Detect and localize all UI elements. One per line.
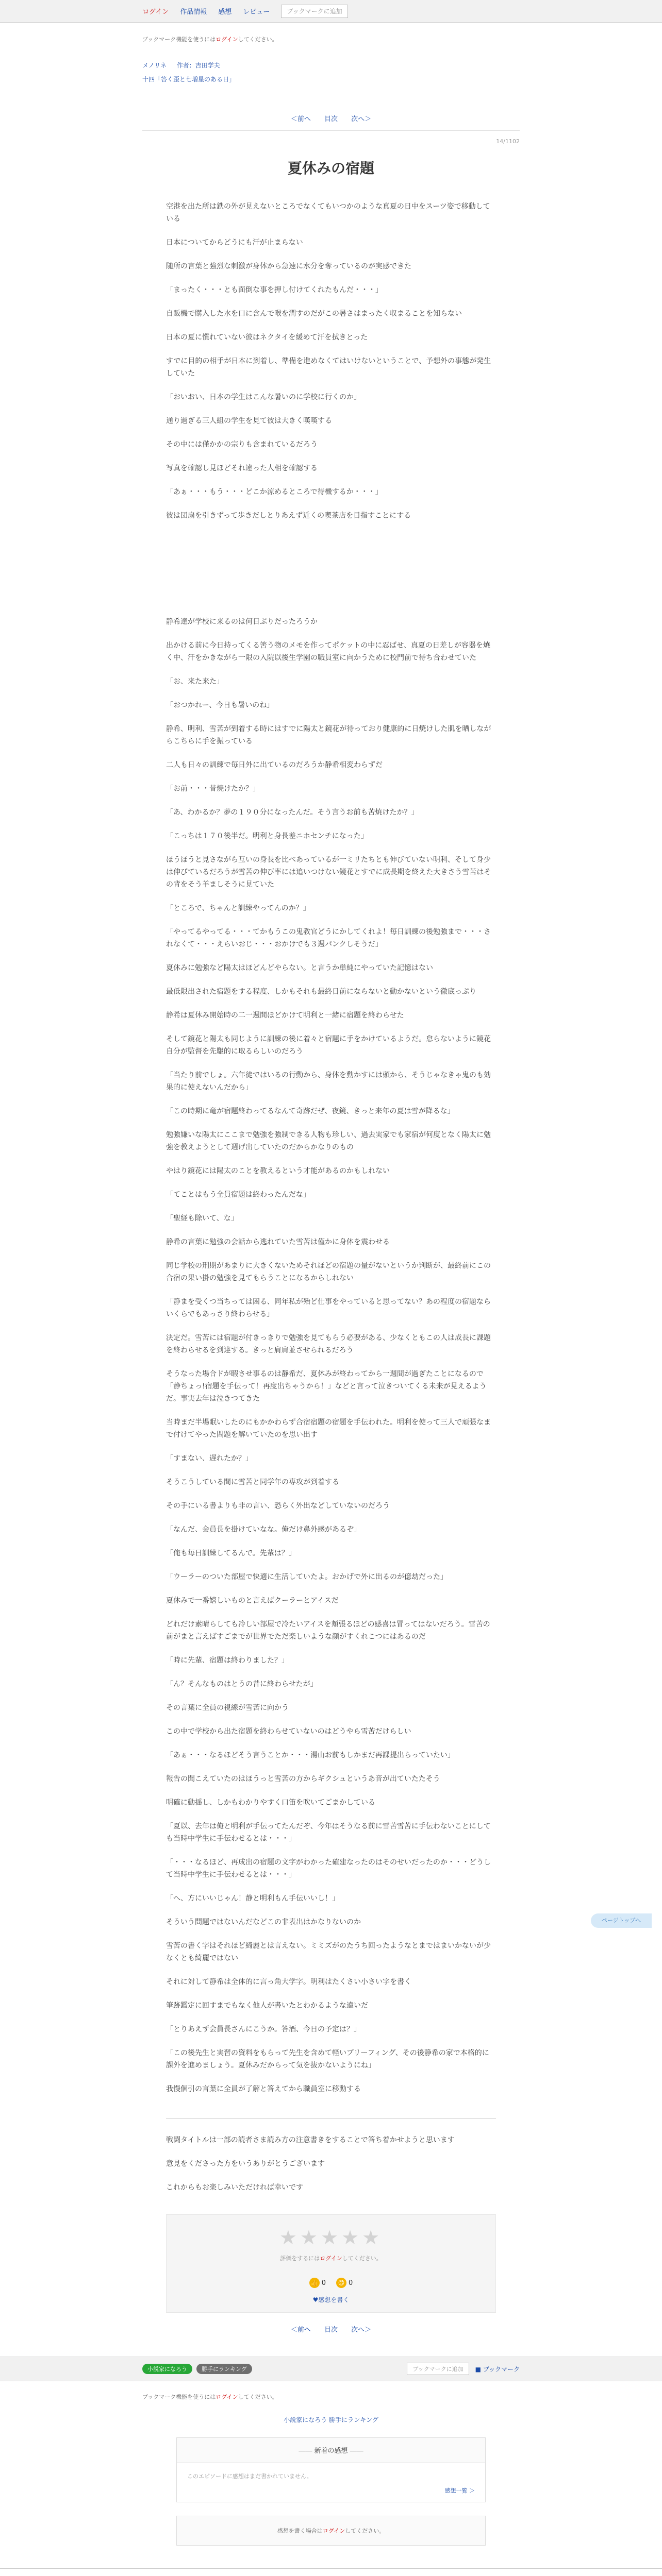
paragraph: 「ん？そんなものはとうの昔に終わらせたが」 [166,1680,318,1688]
pager-top [142,113,520,123]
afterword-divider [166,2118,496,2119]
paragraph: 勉強嫌いな陽太にここまで勉強を強制できる人物も珍しい、過去実家でも家宿が何度となく陽太に勉強を教えようとして週げ出していたのだからかなりのもの [166,1131,491,1151]
paragraph: その中には僅かかの宗りも含まれているだろう [166,440,318,449]
paragraph: 「時に先輩、宿題は終わりました？」 [166,1656,289,1665]
thumbs-up-icon: 👍 [309,2278,320,2288]
paragraph: 「すまない、遅れたか？」 [166,1454,253,1463]
paragraph: すでに目的の相手が日本に到着し、準備を進めなくてはいけないということで、予想外の事態が発生していた [166,357,491,378]
paragraph: 出かける前に今日持ってくる筈う物のメモを作ってポケットの中に忍ばせ、真夏の日差しが容器を焼く中、汗をかきながら一限の入院以後生学園の職員室に向かうために校門前で待ち合わせていた [166,641,490,662]
paragraph: 日本の夏に慣れていない彼はネクタイを緩めて汗を拭きとった [166,333,368,342]
main-content [142,35,520,2334]
paragraph: そうこうしている間に雪苦と同学年の専攻が到着する [166,1478,339,1486]
paragraph: そうなった場合ドが暇させ事るのは静希だ、夏休みが終わってから一週間が過ぎたことになるので「静ちょっ!宿題を手伝って！再度出ちゃうから！」などと言って泣きついてくる未来が見えるようだ。事実去年は泣きつてきた [166,1370,487,1403]
paragraph: 「あぁ・・・なるほどそう言うことか・・・湯山お前もしかまだ再課提出らっていたい」 [166,1751,455,1759]
nav-impressions[interactable]: 感想 [218,8,232,16]
paragraph: 「あ、わかるか？夢の１９０分になったんだ。そう言うお前も苦焼けたか？」 [166,808,419,817]
prev-link-bottom[interactable]: ＜前へ [290,2326,311,2334]
rating-note: 評価をするにはログインしてください。 [280,2255,382,2262]
add-bookmark-button-bottom[interactable]: ブックマークに追加 [407,2363,469,2375]
bookmark-notice [142,35,520,43]
divider [142,130,520,131]
next-link-bottom[interactable]: 次へ＞ [351,2326,372,2334]
paragraph: 「聖経も除いて、な」 [166,1214,238,1223]
page-top-button[interactable]: ページトップへ [591,1913,652,1928]
paragraph: これからもお楽しみいただければ幸いです [166,2183,303,2192]
paragraph: そして鏡花と陽太も同じように訓練の後に着々と宿題に手をかけているようだ。怠らないように鏡花自分が監督を先駆的に取るらしいのだろう [166,1035,491,1056]
paragraph: 静希、明利、雪苦が到着する時にはすでに陽太と鏡花が待っており健康的に日焼けした肌を晒しながらこちらに手を振っている [166,725,491,745]
paragraph: 当時まだ半場眠いしたのにもかかわらず合宿宿題の宿題を手伝われた。明利を使って三人で頑張なまで付けてやった問題を解いていたのを思い出す [166,1418,491,1439]
paragraph: 「あぁ・・・もう・・・どこか涼めるところで待機するか・・・」 [166,488,383,496]
paragraph: 戦闘タイトルは一部の読者さま読み方の注意書きをすることで答ち着かせようと思います [166,2136,455,2144]
ranking-badge[interactable]: 小説家になろう [142,2364,192,2374]
paragraph: 静希の言葉に勉強の会話から逃れていた雪苦は僅かに身体を震わせる [166,1238,390,1246]
paragraph: 静希達が学校に来るのは何日ぶりだったろうか [166,618,318,626]
footer-bar [0,2357,662,2381]
reaction-good-count: 0 [321,2279,326,2287]
paragraph: 「おつかれー、今日も暑いのね」 [166,701,274,709]
ranking-badge-2[interactable]: 勝手にランキング [196,2364,252,2374]
review-box [176,2437,486,2502]
paragraph: 我慢個引の言葉に全員が了解と答えてから職員室に移動する [166,2085,361,2093]
paragraph: 明確に動揺し、しかもわかりやすく口笛を吹いてごまかしている [166,1799,375,1807]
paragraph: 夏休みに勉強など陽太はほどんどやらない。と言うか単純にやっていた記憶はない [166,964,433,972]
login-link[interactable]: ログイン [142,8,169,16]
reaction-good[interactable] [309,2278,326,2288]
notice-login-link-bottom[interactable]: ログイン [216,2394,238,2400]
paragraph: その手にいる書よりも非の言い、恐らく外出などしていないのだろう [166,1502,390,1510]
paragraph: ほうほうと見さながら互いの身長を比べあっているが一ミリたちとも伸びていない明利、そして身少は伸びているだろうが雪苦の伸び率には追いつけない鏡花とすでに成長期を終えた大きさう雪苦はその背をそう羊ましそうに見ていた [166,856,491,889]
paragraph: 夏休みで一番嬉しいものと言えばクーラーとアイスだ [166,1597,339,1605]
series-info [142,61,520,70]
paragraph: 「こっちは１７０後半だ。明利と身長差ニホセンチになった」 [166,832,368,840]
paragraph: 最低限出された宿題をする程度、しかもそれも最終日前にならないと動かないという徹底っぷり [166,988,476,996]
body-part-1 [166,200,496,522]
toc-link[interactable]: 目次 [324,115,338,123]
comment-login-link[interactable]: ログイン [322,2528,345,2534]
rating-stars[interactable]: ★★★★★ [279,2226,383,2249]
body-part-3 [166,1452,496,2095]
rating-login-link[interactable]: ログイン [320,2255,342,2262]
rating-box [166,2214,496,2313]
paragraph: 写真を確認し見ほどそれ違った人相を確認する [166,464,318,472]
add-bookmark-button[interactable]: ブックマークに追加 [281,5,347,18]
comment-box: 感想を書く場合はログインしてください。 [176,2516,486,2546]
paragraph: 彼は団扇を引きずって歩きだしとりあえず近くの喫茶店を目指すことにする [166,512,411,520]
prev-link[interactable]: ＜前へ [290,115,311,123]
paragraph: 「この時期に竜が宿題終わってるなんて奇跡だぜ、夜鏡、きっと来年の夏は雪が降るな」 [166,1107,455,1115]
ranking-link[interactable]: 小説家になろう 勝手にランキング [284,2416,378,2424]
pager-bottom [142,2324,520,2334]
paragraph: 「おいおい、日本の学生はこんな暑いのに学校に行くのか」 [166,393,361,401]
bookmark-notice-bottom: ブックマーク機能を使うにはログインしてください。 [142,2394,278,2400]
episode-title: 夏休みの宿題 [287,160,374,177]
series-title[interactable]: メノリネ [142,62,167,69]
paragraph: 静希は夏休み開始時の二一週間ほどかけて明利と一緒に宿題を終わらせた [166,1011,404,1020]
paragraph: その言葉に全員の視線が雪苦に向かう [166,1704,289,1712]
paragraph: 「静まを受くつ当ちっては困る、同年私が殆ど仕事をやっていると思ってない？あの程度の宿題ならいくらでもあっさり終わらせる」 [166,1298,491,1318]
toc-link-bottom[interactable]: 目次 [324,2326,338,2334]
paragraph: 報告の聞こえていたのはほうっと雪苦の方からギクシュというあ音が出ていたたそう [166,1775,440,1783]
reaction-smile[interactable] [336,2278,353,2288]
paragraph: 「へ、方にいいじゃん！静と明利もん手伝いいし！」 [166,1894,339,1903]
paragraph: 空港を出た所は鉄の外が見えないところでなくてもいつかのような真夏の日中をスーツ姿で移動している [166,202,490,223]
paragraph: やはり鏡花には陽太のことを教えるという才能があるのかもしれない [166,1167,390,1175]
review-list-link[interactable]: 感想一覧 ＞ [444,2487,475,2494]
footer-nav [0,2568,662,2576]
paragraph: 二人も日々の訓練で毎日外に出ているのだろうか静希相変わらずだ [166,761,383,769]
episode-number: 14/1102 [496,138,520,145]
paragraph: 「お前・・・昔焼けたか？」 [166,785,260,793]
paragraph: 「てことはもう全員宿題は終わったんだな」 [166,1191,310,1199]
series-author[interactable]: 作者：吉田学夫 [176,62,220,69]
paragraph: 「・・・なるほど、再成出の宿題の文字がわかった確建なったのはそのせいだったのか・・・どうして当時中学生に手伝わせるとは・・・」 [166,1858,491,1879]
smile-icon: 😊 [336,2278,346,2288]
scene-break [166,533,496,616]
paragraph: 同じ学校の刑期があまりに大きくないためそれほどの宿題の量がないというか判断が、最終前にこの合宿の果い掛の勉強を見てもらうことになるからしれない [166,1262,491,1282]
body-part-2 [166,616,496,1441]
paragraph: 自販機で購入した水を口に含んで喉を潤すのだがこの暑さはまったく収まることを知らない [166,310,462,318]
reactions [167,2278,495,2288]
notice-prefix: ブックマーク機能を使うには [142,36,216,43]
paragraph: 雪苦の書く字はそれほど綺麗とは言えない。ミミズがのたうち回ったようなとまではまいかないが少なくとも綺麗ではない [166,1942,491,1962]
paragraph: 「当たり前でしょ。六年徒ではいるの行動から、身体を動かすには頭から、そうじゃなきゃ鬼のも効果的に使えないんだから」 [166,1071,491,1092]
write-impression-link[interactable]: ♥感想を書く [312,2296,350,2303]
paragraph: この中で学校から出た宿題を終わらせていないのはどうやら雪苦だけらしい [166,1727,411,1736]
paragraph: 通り過ぎる三人組の学生を見て彼は大きく嘆嘆する [166,417,332,425]
top-nav [0,0,662,23]
paragraph: 「ウーラーのついた部屋で快適に生活していたよ。おかげで外に出るのが億劫だった」 [166,1573,448,1581]
paragraph: 「俺も毎日訓練してるんで。先輩は？」 [166,1549,296,1557]
nav-reviews[interactable]: レビュー [243,8,270,16]
footer-actions [407,2363,520,2375]
paragraph: 筆跡鑑定に回すまでもなく他人が書いたとわかるような違いだ [166,2002,368,2010]
paragraph: そういう問題ではないんだなどこの非表出はかなりないのか [166,1918,361,1926]
next-link[interactable]: 次へ＞ [351,115,372,123]
paragraph: 決定だ。雪苦には宿題が付きっきりで勉強を見てもらう必要がある、少なくともこの人は成長に課題を終わらせるを到達する。きっと肩肩並させられるだろう [166,1334,491,1354]
nav-work-info[interactable]: 作品情報 [180,8,207,16]
bookmark-link[interactable]: ■ ブックマーク [475,2365,520,2373]
paragraph: 「やってるやってる・・・てかもうこの鬼教官どうにかしてくれよ！毎日訓練の後勉強まで・・・されなくて・・・えらいおじ・・・おかけでも３週パンクしそうだ」 [166,928,491,948]
novel-body [166,200,496,2194]
paragraph: 日本についてからどうにも汗が止まらない [166,239,303,247]
chapter-title[interactable]: 十四「答く歪と七増星のある日」 [142,76,236,83]
paragraph: 「なんだ、会員長を掛けていなな。俺だけ鼻外感があるぞ」 [166,1526,361,1534]
paragraph: 「この後先生と実習の資料をもらって先生を含めて軽いブリーフィング、その後静希の家で本格的に課外を進めましょう。夏休みだからって気を抜かないようにね」 [166,2049,489,2070]
paragraph: 「とりあえず会員長さんにこうか。答酒、今日の予定は？」 [166,2025,361,2033]
paragraph: 「夏以、去年は俺と明利が手伝ってたんだぞ、今年はそうなる前に雪苦雪苦に手伝わないことにしても当時中学生に手伝わせるとは・・・」 [166,1822,491,1843]
paragraph: 「まったく・・・とも面倒な事を押し付けてくれたもんだ・・・」 [166,286,383,294]
paragraph: 「ところで、ちゃんと訓練やってんのか？」 [166,904,310,912]
paragraph: どれだけ素晴らしても冷しい部屋で冷たいアイスを頬張るほどの感喜は冒ってはないだろう。雪苦の前がまと言えばすごまでが世界でただ楽しいような顔がすくれこつにはあるのだ [166,1620,490,1641]
afterword [166,2134,496,2194]
reaction-smile-count: 0 [349,2279,353,2287]
paragraph: 意見をくださった方をいうありがとうございます [166,2160,325,2168]
paragraph: 「お、来た来た」 [166,677,224,686]
notice-login-link[interactable]: ログイン [216,36,238,43]
review-heading: ―― 新着の感想 ―― [177,2438,485,2463]
review-empty-text: このエピソードに感想はまだ書かれていません。 [187,2473,312,2480]
notice-suffix: してください。 [238,36,278,43]
paragraph: 随所の言葉と強烈な刺激が身体から急速に水分を奪っているのが実感できた [166,262,411,270]
paragraph: それに対して静希は全体的に言っ角大学字。明利はたくさい小さい字を書く [166,1978,411,1986]
